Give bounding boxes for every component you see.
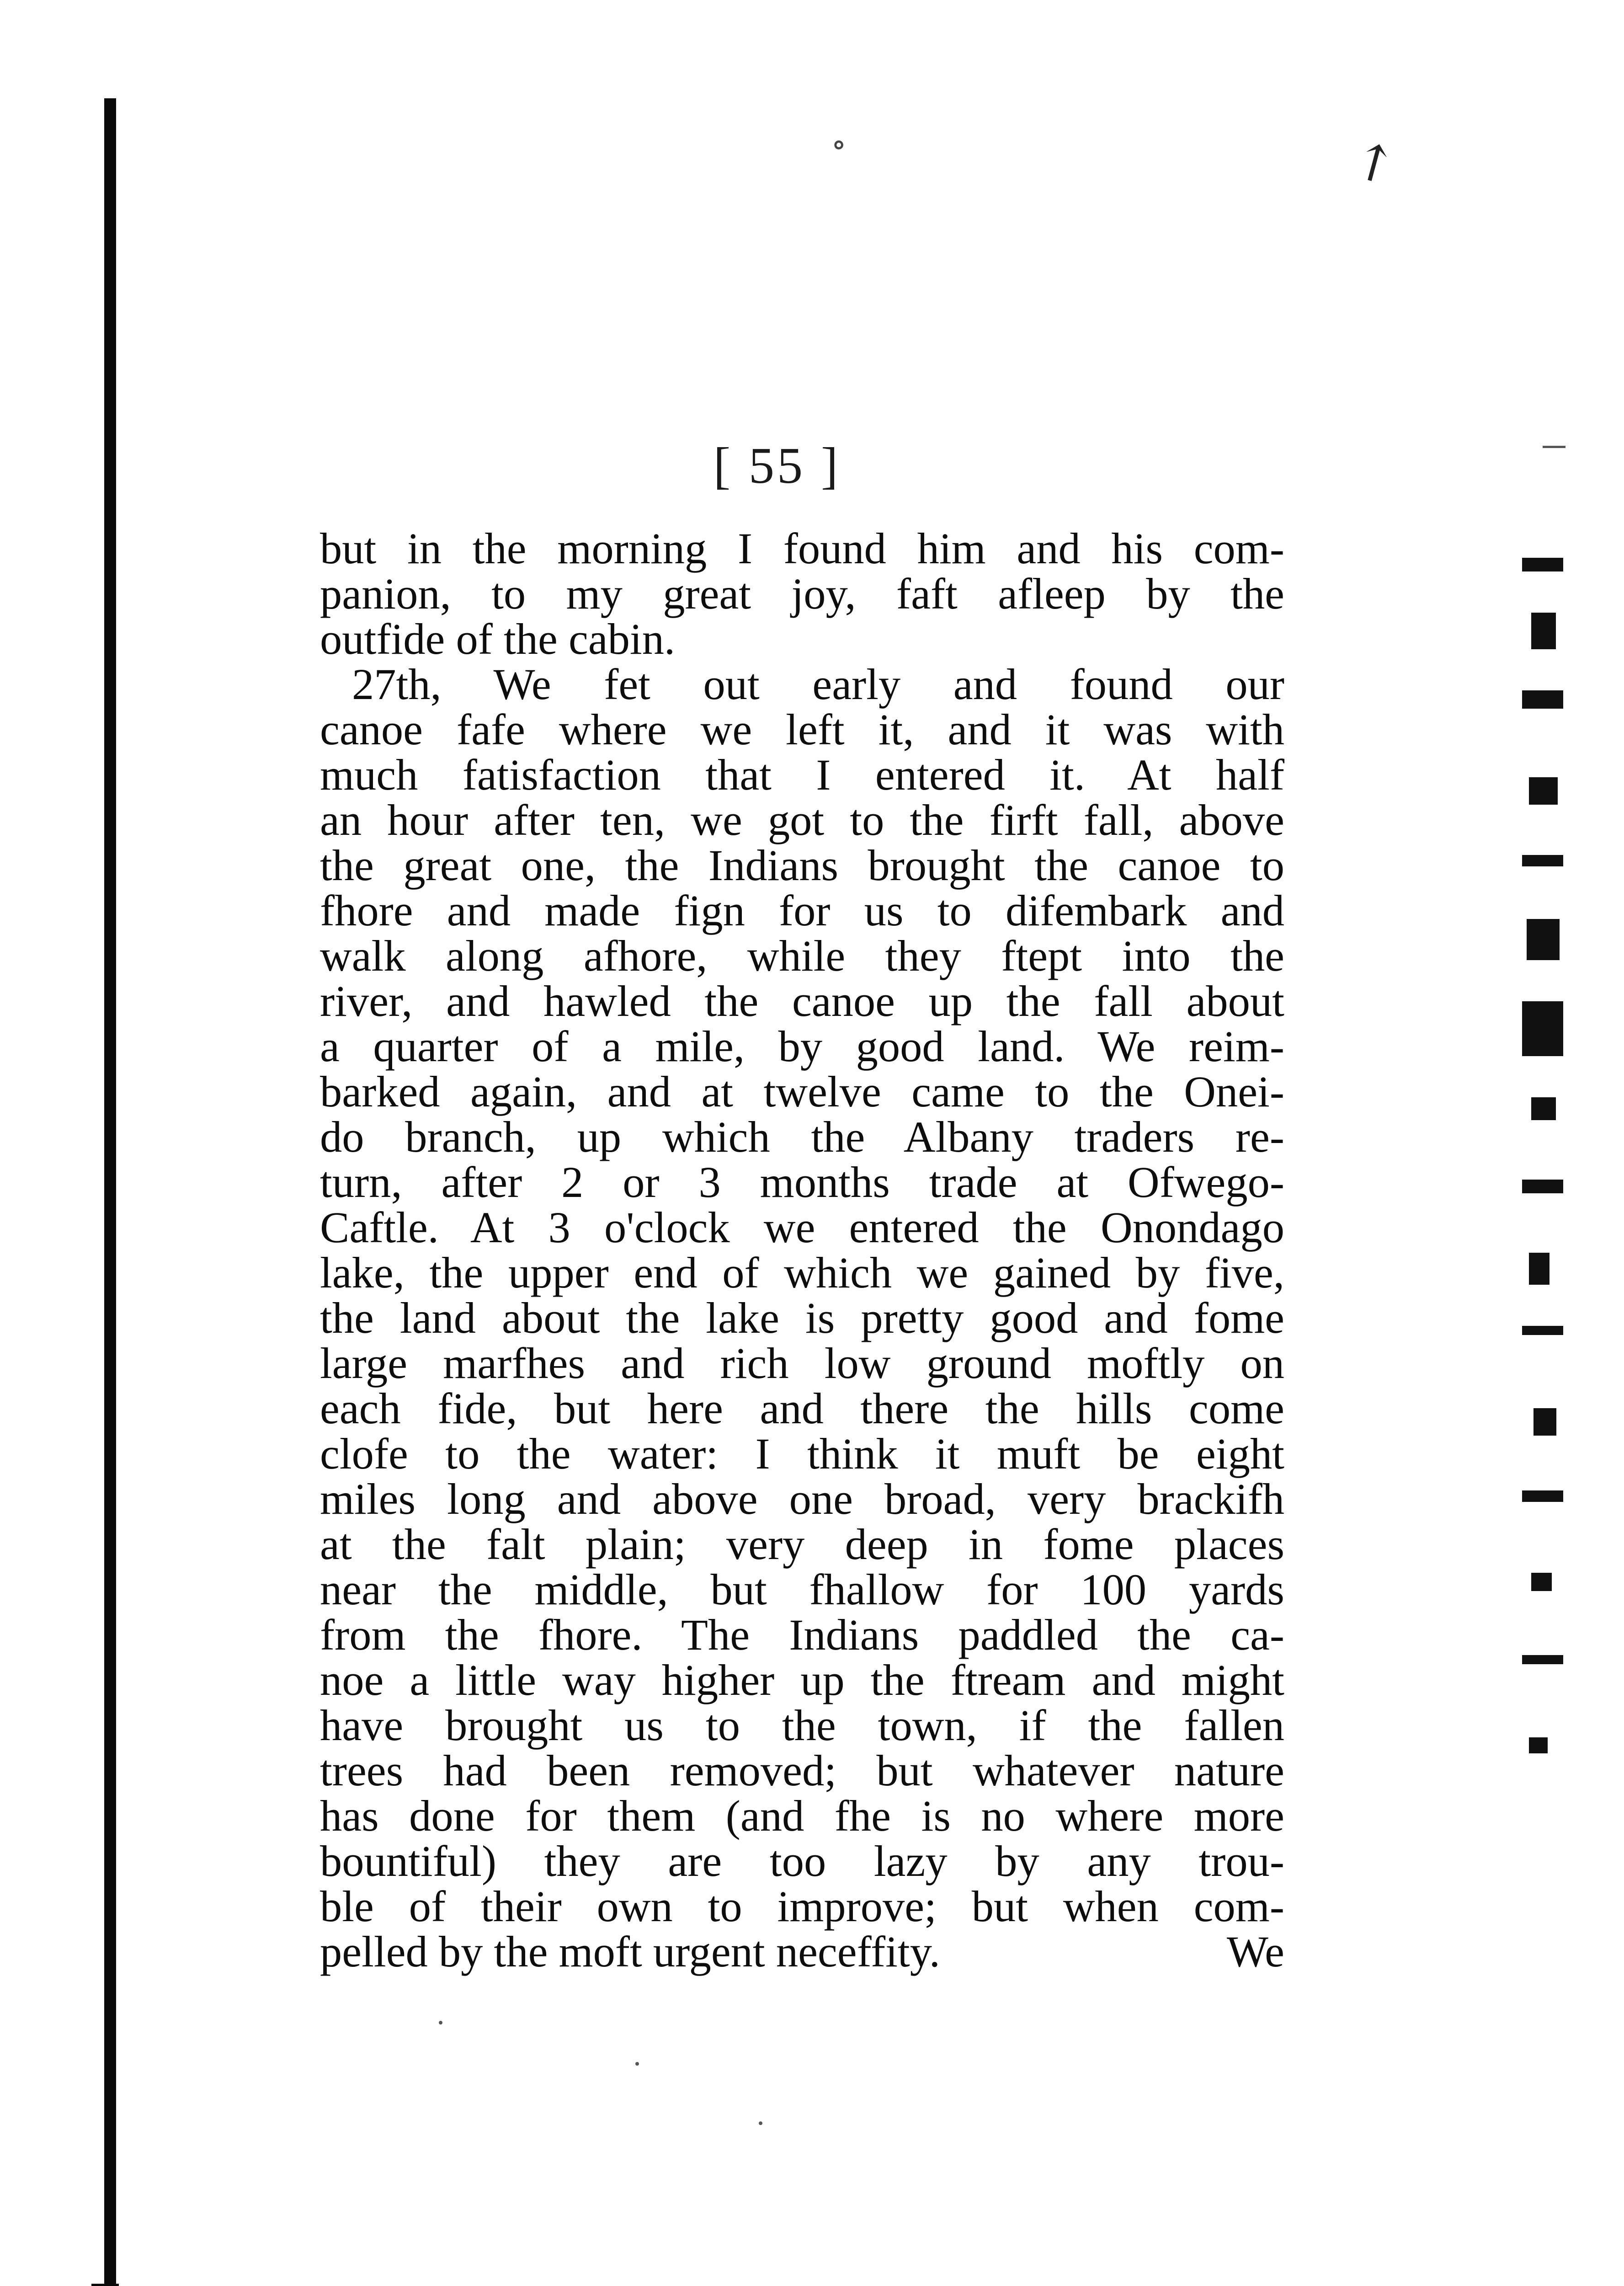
page-number: [ 55 ] bbox=[713, 438, 841, 494]
text-line: barked again, and at twelve came to the Onei- bbox=[320, 1067, 1284, 1116]
text-line: Caftle. At 3 o'clock we entered the Onondago bbox=[320, 1203, 1284, 1252]
text-line: the land about the lake is pretty good and fome bbox=[320, 1293, 1284, 1342]
text-line: walk along afhore, while they ftept into the bbox=[320, 931, 1284, 980]
binding-edge bbox=[104, 98, 116, 2286]
text-line-final bbox=[320, 1929, 1284, 1974]
speck bbox=[635, 2062, 639, 2066]
margin-tick bbox=[1543, 446, 1565, 448]
ink-mark: ∘ bbox=[831, 127, 847, 162]
text-line: miles long and above one broad, very brackifh bbox=[320, 1474, 1284, 1523]
text-line: bountiful) they are too lazy by any trou- bbox=[320, 1837, 1284, 1885]
speck bbox=[759, 2121, 762, 2125]
text-line: the great one, the Indians brought the canoe to bbox=[320, 841, 1284, 890]
text-line: noe a little way higher up the ftream and might bbox=[320, 1656, 1284, 1704]
text-line: a quarter of a mile, by good land. We reim- bbox=[320, 1022, 1284, 1071]
speck bbox=[439, 2021, 442, 2024]
text-line: large marfhes and rich low ground moftly on bbox=[320, 1339, 1284, 1388]
text-line: fhore and made fign for us to difembark and bbox=[320, 886, 1284, 935]
text-line: clofe to the water: I think it muft be eight bbox=[320, 1429, 1284, 1478]
text-line: an hour after ten, we got to the firft fall, above bbox=[320, 796, 1284, 844]
text-line: outfide of the cabin. bbox=[320, 614, 676, 663]
binding-edge-foot bbox=[91, 2284, 119, 2286]
text-line: river, and hawled the canoe up the fall about bbox=[320, 977, 1284, 1025]
text-line: turn, after 2 or 3 months trade at Ofwego- bbox=[320, 1158, 1284, 1207]
ink-mark: ↗ bbox=[1342, 128, 1406, 197]
body-text bbox=[320, 526, 1284, 1974]
catchword: We bbox=[1226, 1927, 1284, 1976]
text-line: trees had been removed; but whatever nature bbox=[320, 1746, 1284, 1795]
text-line: at the falt plain; very deep in fome places bbox=[320, 1520, 1284, 1569]
text-line: do branch, up which the Albany traders re- bbox=[320, 1112, 1284, 1161]
text-line: from the fhore. The Indians paddled the ca- bbox=[320, 1610, 1284, 1659]
text-line: has done for them (and fhe is no where more bbox=[320, 1791, 1284, 1840]
text-line: lake, the upper end of which we gained by five, bbox=[320, 1248, 1284, 1297]
final-line-text: pelled by the moft urgent neceffity. bbox=[320, 1927, 940, 1976]
text-line: ble of their own to improve; but when com- bbox=[320, 1882, 1284, 1931]
text-line: have brought us to the town, if the fallen bbox=[320, 1701, 1284, 1750]
text-line: much fatisfaction that I entered it. At half bbox=[320, 750, 1284, 799]
text-line: near the middle, but fhallow for 100 yards bbox=[320, 1565, 1284, 1614]
text-line: 27th, We fet out early and found our bbox=[352, 660, 1284, 709]
bleed-through bbox=[1522, 539, 1563, 1820]
text-line: canoe fafe where we left it, and it was with bbox=[320, 705, 1284, 754]
text-line: each fide, but here and there the hills come bbox=[320, 1384, 1284, 1433]
text-line: panion, to my great joy, faft afleep by the bbox=[320, 569, 1284, 618]
text-line: but in the morning I found him and his com- bbox=[320, 524, 1284, 573]
